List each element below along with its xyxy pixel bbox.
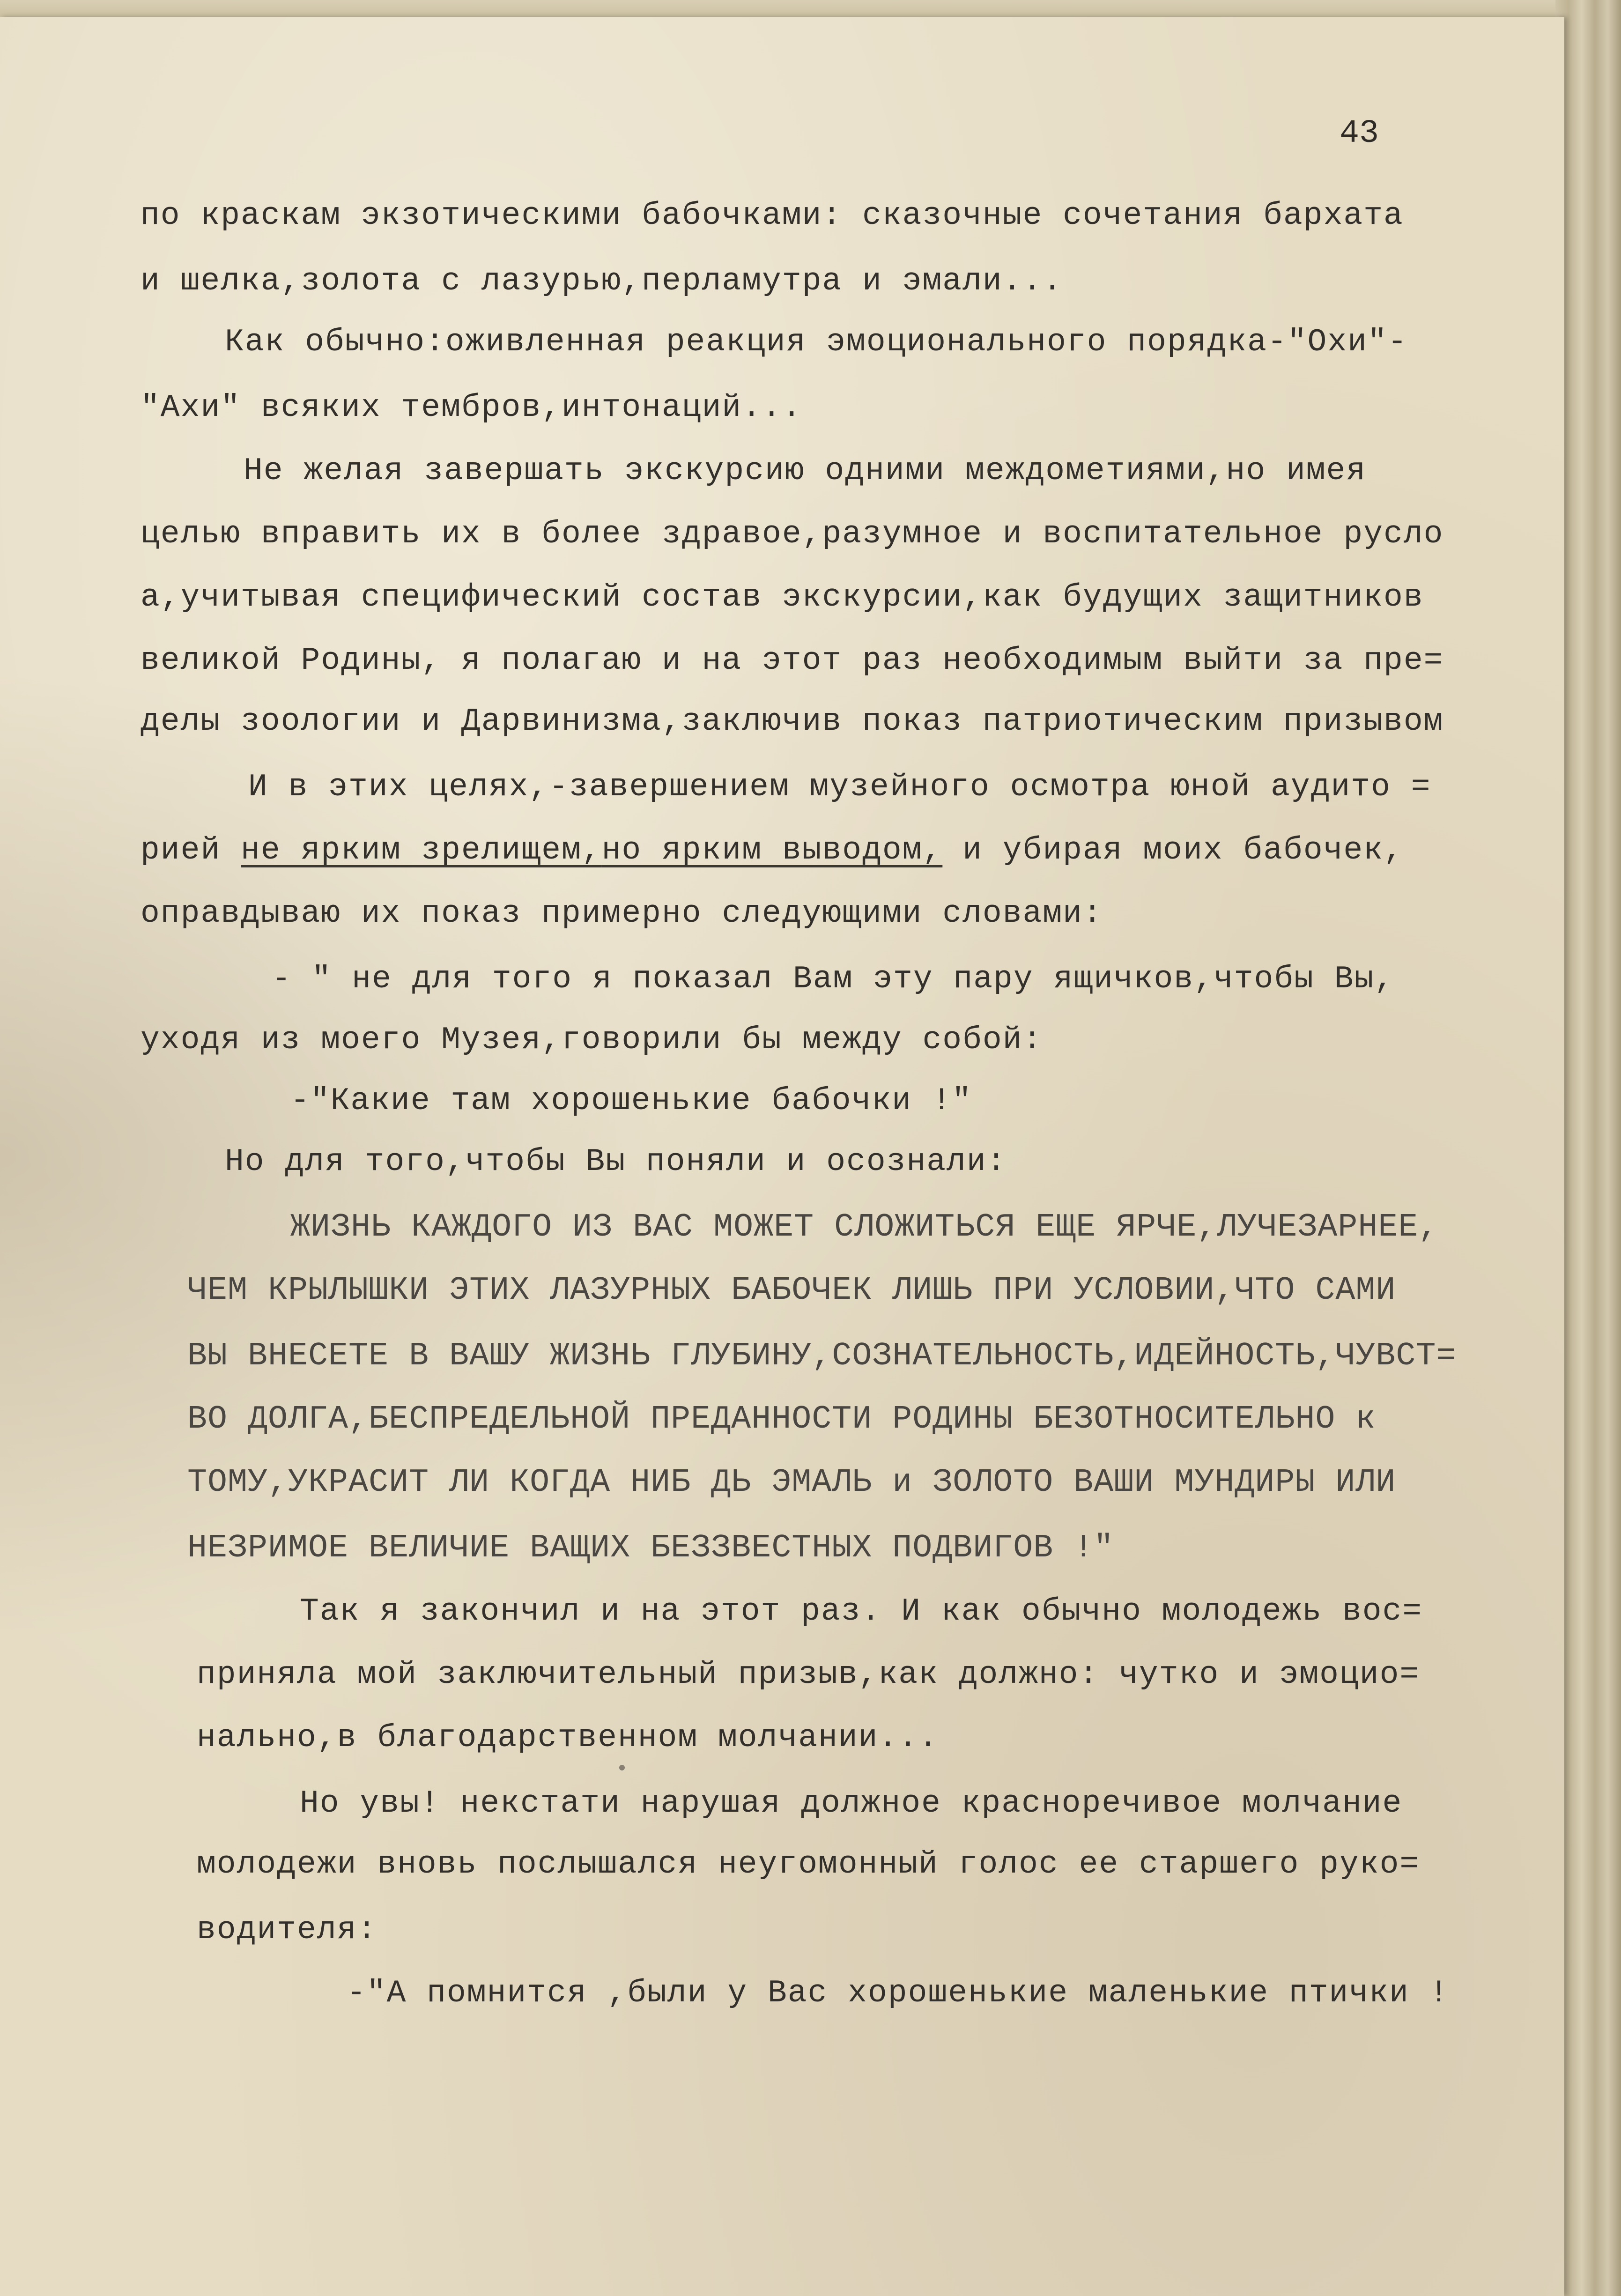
text-line-11 (141, 830, 1404, 872)
text-line-6: целью вправить их в более здравое,разумное и воспитательное русло (141, 516, 1444, 552)
text-line-14: уходя из моего Музея,говорили бы между собой: (141, 1022, 1043, 1058)
text-line-17: Так я закончил и на этот раз. И как обычно молодежь вос= (300, 1593, 1423, 1629)
caps-line-1: ЖИЗНЬ КАЖДОГО ИЗ ВАС МОЖЕТ СЛОЖИТЬСЯ ЕЩЕ ЯРЧЕ,ЛУЧЕЗАРНЕЕ, (290, 1209, 1439, 1246)
underlined-phrase-2: но ярким выводом, (601, 832, 943, 868)
text-line-4: "Ахи" всяких тембров,интонаций... (141, 390, 802, 426)
text-line-2: и шелка,золота с лазурью,перламутра и эмали... (141, 263, 1063, 299)
caps-line-6: НЕЗРИМОЕ ВЕЛИЧИЕ ВАЩИХ БЕЗЗВЕСТНЫХ ПОДВИГОВ !" (187, 1530, 1114, 1567)
caps-line-5: ТОМУ,УКРАСИТ ЛИ КОГДА НИБ ДЬ ЭМАЛЬ и ЗОЛОТО ВАШИ МУНДИРЫ ИЛИ (187, 1464, 1396, 1501)
stray-ink-dot (619, 1765, 625, 1770)
text-line-10: И в этих целях,-завершением музейного осмотра юной аудито = (248, 769, 1431, 805)
text-line-7: а,учитывая специфический состав экскурсии,как будущих защитников (141, 579, 1424, 615)
caps-line-2: ЧЕМ КРЫЛЫШКИ ЭТИХ ЛАЗУРНЫХ БАБОЧЕК ЛИШЬ ПРИ УСЛОВИИ,ЧТО САМИ (187, 1272, 1396, 1309)
paper-stack-right-edge (1555, 0, 1621, 2296)
text-line-1: по краскам экзотическими бабочками: сказочные сочетания бархата (141, 198, 1404, 234)
text-line-13: - " не для того я показал Вам эту пару ящичков,чтобы Вы, (272, 961, 1395, 997)
text-line-19: нально,в благодарственном молчании... (197, 1720, 939, 1756)
text-line-9: делы зоологии и Дарвинизма,заключив показ патриотическим призывом (141, 704, 1444, 740)
text-line-23: -"А помнится ,были у Вас хорошенькие маленькие птички ! (347, 1975, 1450, 2011)
text-line-11-start: рией (141, 832, 241, 868)
text-line-5: Не желая завершать экскурсию одними междометиями,но имея (244, 453, 1367, 489)
caps-line-3: ВЫ ВНЕСЕТЕ В ВАШУ ЖИЗНЬ ГЛУБИНУ,СОЗНАТЕЛЬНОСТЬ,ИДЕЙНОСТЬ,ЧУВСТ= (187, 1338, 1457, 1375)
text-line-16: Но для того,чтобы Вы поняли и осознали: (225, 1144, 1007, 1180)
text-line-18: приняла мой заключительный призыв,как должно: чутко и эмоцио= (197, 1657, 1420, 1693)
text-line-3: Как обычно:оживленная реакция эмоционального порядка-"Охи"- (225, 324, 1408, 360)
text-line-20: Но увы! некстати нарушая должное красноречивое молчание (300, 1785, 1403, 1822)
text-line-8: великой Родины, я полагаю и на этот раз необходимым выйти за пре= (141, 643, 1444, 679)
page-number: 43 (1340, 115, 1379, 152)
text-line-21: молодежи вновь послышался неугомонный голос ее старшего руко= (197, 1846, 1420, 1882)
underlined-phrase-1: не ярким зрелищем, (241, 832, 602, 868)
text-line-22: водителя: (197, 1912, 377, 1948)
text-line-12: оправдываю их показ примерно следующими словами: (141, 896, 1103, 932)
text-line-11-end: и убирая моих бабочек, (942, 832, 1404, 868)
manuscript-page (0, 17, 1564, 2296)
caps-line-4: ВО ДОЛГА,БЕСПРЕДЕЛЬНОЙ ПРЕДАННОСТИ РОДИНЫ БЕЗОТНОСИТЕЛЬНО к (187, 1401, 1376, 1438)
text-line-15: -"Какие там хорошенькие бабочки !" (290, 1083, 972, 1119)
